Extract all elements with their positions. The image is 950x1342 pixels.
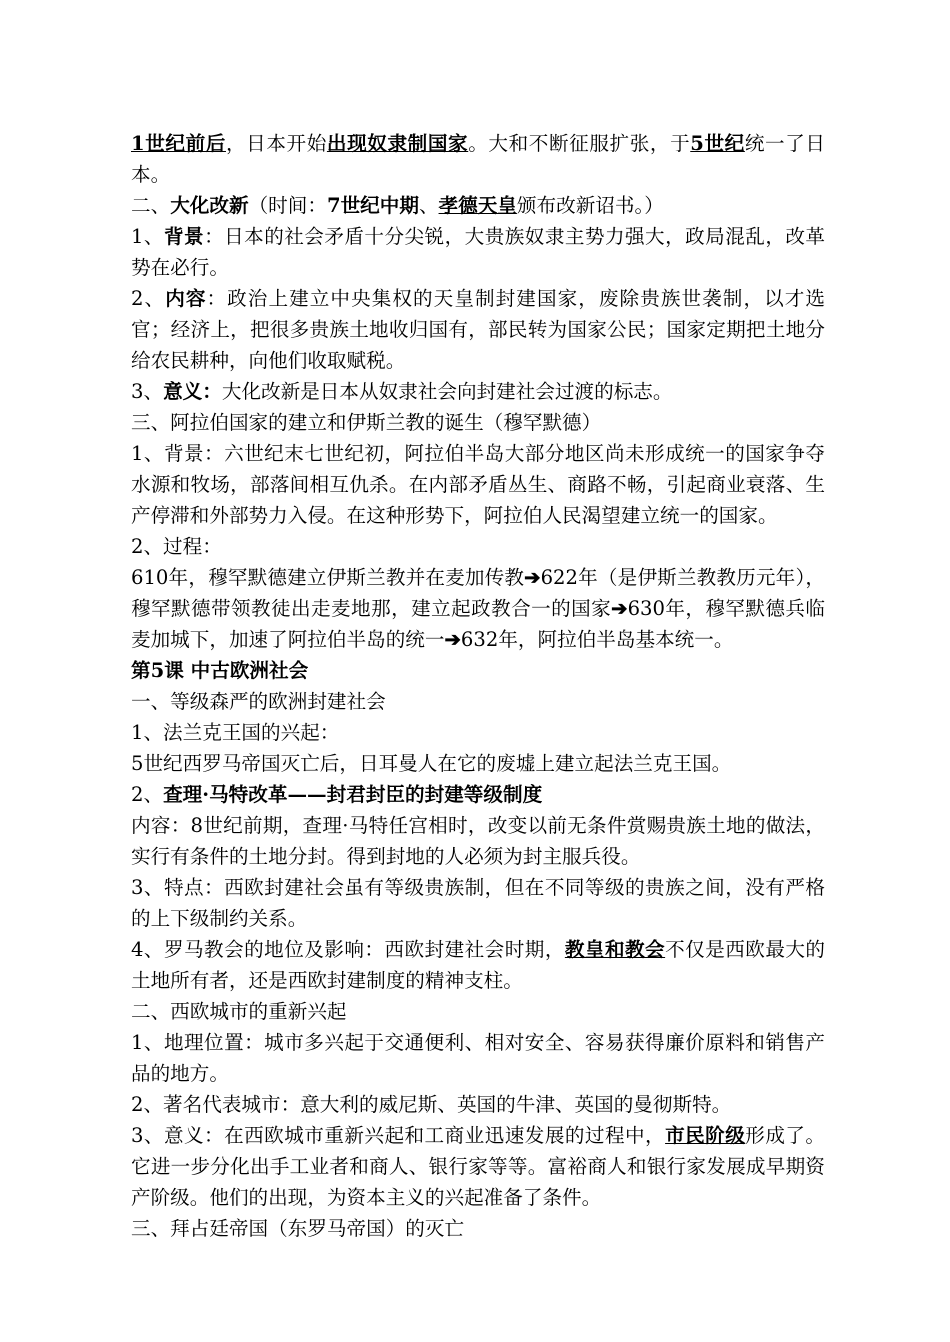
emphasis-text: 1世纪前后 [131, 132, 226, 155]
document-body [131, 128, 825, 1244]
text-run: 大化改新是日本从奴隶社会向封建社会过渡的标志。 [221, 380, 673, 403]
para-japan-slave-state [131, 128, 825, 190]
emphasis-text: 查理·马特改革——封君封臣的封建等级制度 [163, 783, 543, 806]
text-run: ，日本开始 [225, 132, 327, 155]
section-european-feudal [131, 686, 825, 717]
emphasis-text: 教皇和教会 [564, 938, 666, 961]
para-city-location [131, 1027, 825, 1089]
para-city-significance [131, 1120, 825, 1213]
emphasis-text: 5世纪 [690, 132, 745, 155]
section-taika-reform [131, 190, 825, 221]
emphasis-text: 内容 [165, 287, 207, 310]
text-run: 三、拜占廷帝国（东罗马帝国）的灭亡 [131, 1217, 465, 1240]
text-run: 2、 [131, 783, 164, 806]
para-taika-significance [131, 376, 825, 407]
para-arab-process-label [131, 531, 825, 562]
text-run: 1、法兰克王国的兴起： [131, 721, 340, 744]
text-run: 二、 [131, 194, 171, 217]
text-run: 统一了日本。 [131, 132, 826, 186]
lesson-title [131, 655, 825, 686]
text-run: 5世纪西罗马帝国灭亡后，日耳曼人在它的废墟上建立起法兰克王国。 [131, 752, 732, 775]
section-western-cities [131, 996, 825, 1027]
arrow-right-icon: ➔ [524, 566, 541, 589]
text-run: 1、地理位置：城市多兴起于交通便利、相对安全、容易获得廉价原料和销售产品的地方。 [131, 1031, 825, 1085]
text-run: 3、意义：在西欧城市重新兴起和工商业迅速发展的过程中， [131, 1124, 666, 1147]
emphasis-text: 出现奴隶制国家 [326, 132, 469, 155]
text-run: 一、等级森严的欧洲封建社会 [131, 690, 386, 713]
para-charles-martel-content [131, 810, 825, 872]
arrow-right-icon: ➔ [444, 628, 461, 651]
text-run: 1、背景：六世纪末七世纪初，阿拉伯半岛大部分地区尚未形成统一的国家争夺水源和牧场，部落间相互仇杀。在内部矛盾丛生、商路不畅，引起商业衰落、生产停滞和外部势力入侵。在这种形势下，阿拉伯人民渴望建立统一的国家。 [131, 442, 825, 527]
section-arab-islam [131, 407, 825, 438]
emphasis-text: 7世纪中期 [326, 194, 419, 217]
emphasis-text: 意义： [163, 380, 222, 403]
para-frankish-rise-label [131, 717, 825, 748]
emphasis-text: 第5课 中古欧洲社会 [131, 659, 309, 682]
text-run: ：政治上建立中央集权的天皇制封建国家，废除贵族世袭制，以才选官；经济上，把很多贵族土地收归国有，部民转为国家公民；国家定期把土地分给农民耕种，向他们收取赋税。 [131, 287, 826, 372]
para-charles-martel-heading [131, 779, 825, 810]
text-run: 3、 [131, 380, 164, 403]
text-run: 2、著名代表城市：意大利的威尼斯、英国的牛津、英国的曼彻斯特。 [131, 1093, 732, 1116]
text-run: 632年，阿拉伯半岛基本统一。 [460, 628, 734, 651]
para-arab-process [131, 562, 825, 655]
text-run: 内容：8世纪前期，查理·马特任宫相时，改变以前无条件赏赐贵族土地的做法，实行有条件的土地分封。得到封地的人必须为封主服兵役。 [131, 814, 825, 868]
text-run: 三、阿拉伯国家的建立和伊斯兰教的诞生（穆罕默德） [131, 411, 602, 434]
text-run: 2、过程： [131, 535, 222, 558]
section-byzantine-fall [131, 1213, 825, 1244]
text-run: 2、 [131, 287, 166, 310]
para-arab-background [131, 438, 825, 531]
text-run: 3、特点：西欧封建社会虽有等级贵族制，但在不同等级的贵族之间，没有严格的上下级制约关系。 [131, 876, 825, 930]
text-run: （时间： [248, 194, 327, 217]
para-frankish-rise [131, 748, 825, 779]
text-run: 颁布改新诏书。） [516, 194, 664, 217]
text-run: 1、 [131, 225, 164, 248]
emphasis-text: 大化改新 [170, 194, 249, 217]
text-run: ：日本的社会矛盾十分尖锐，大贵族奴隶主势力强大，政局混乱，改革势在必行。 [131, 225, 826, 279]
para-taika-content [131, 283, 825, 376]
arrow-right-icon: ➔ [611, 597, 628, 620]
para-taika-background [131, 221, 825, 283]
text-run: 形成了。它进一步分化出手工业者和商人、银行家等等。富裕商人和银行家发展成早期资产阶级。他们的出现，为资本主义的兴起准备了条件。 [131, 1124, 826, 1209]
text-run: 610年，穆罕默德建立伊斯兰教并在麦加传教 [131, 566, 525, 589]
para-feudal-features [131, 872, 825, 934]
text-run: 、 [418, 194, 439, 217]
text-run: 不仅是西欧最大的土地所有者，还是西欧封建制度的精神支柱。 [131, 938, 826, 992]
text-run: 二、西欧城市的重新兴起 [131, 1000, 347, 1023]
text-run: 。大和不断征服扩张，于 [468, 132, 691, 155]
emphasis-text: 市民阶级 [665, 1124, 746, 1147]
text-run: 630年，穆罕默德兵临麦加城下，加速了阿拉伯半岛的统一 [131, 597, 826, 651]
text-run: 622年（是伊斯兰教教历元年），穆罕默德带领教徒出走麦地那，建立起政教合一的国家 [131, 566, 825, 620]
emphasis-text: 背景 [163, 225, 205, 248]
text-run: 4、罗马教会的地位及影响：西欧封建社会时期， [131, 938, 565, 961]
emphasis-text: 孝德天皇 [438, 194, 517, 217]
para-famous-cities [131, 1089, 825, 1120]
para-church-role [131, 934, 825, 996]
